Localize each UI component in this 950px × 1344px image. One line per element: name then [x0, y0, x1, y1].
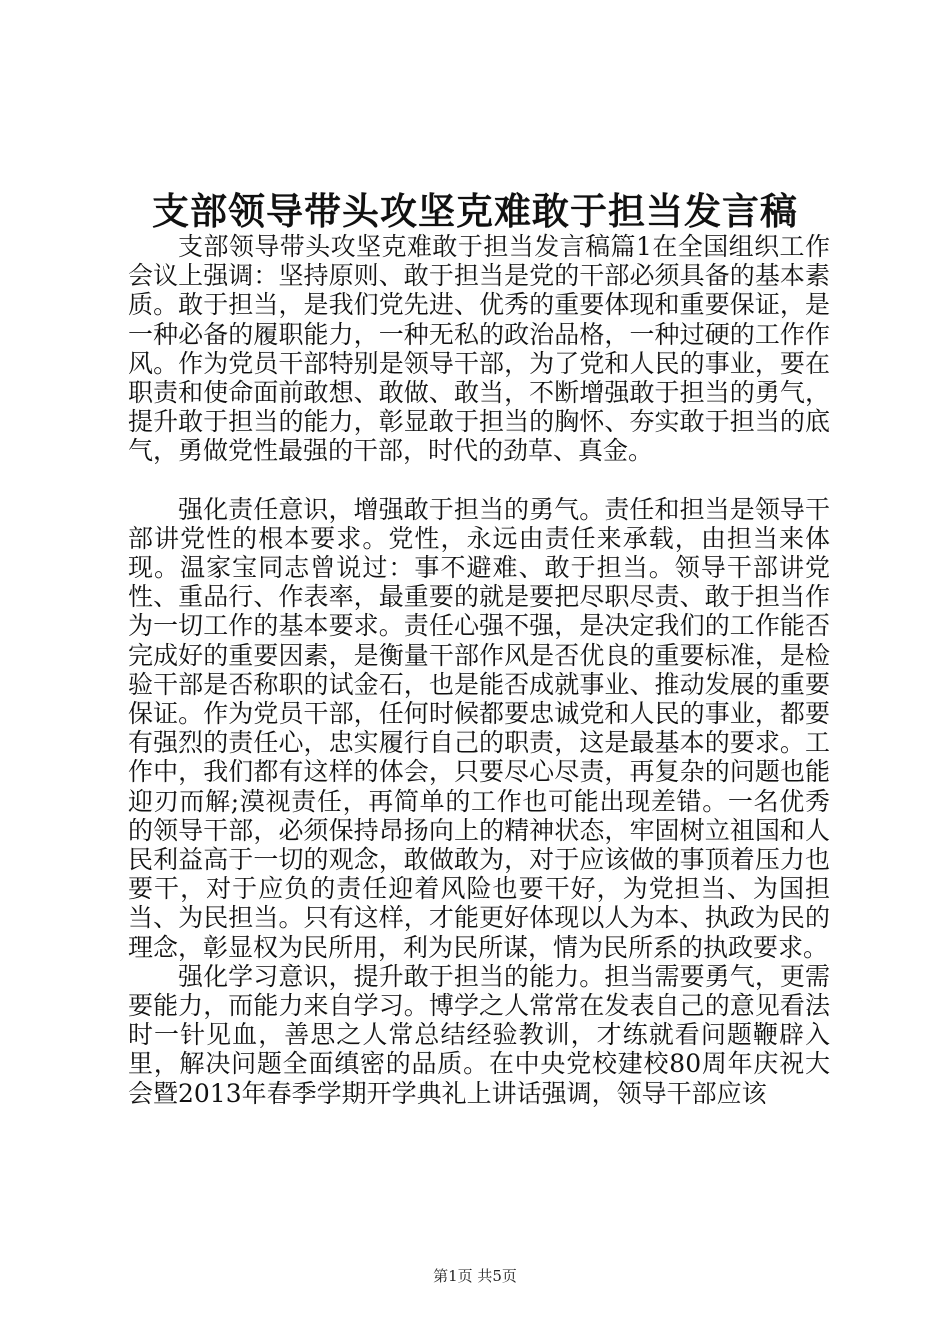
document-body — [128, 232, 830, 1108]
document-title: 支部领导带头攻坚克难敢于担当发言稿 — [152, 189, 798, 233]
paragraph-1: 支部领导带头攻坚克难敢于担当发言稿篇1在全国组织工作会议上强调：坚持原则、敢于担当是党的干部必须具备的基本素质。敢于担当，是我们党先进、优秀的重要体现和重要保证，是一种必备的履职能力，一种无私的政治品格，一种过硬的工作作风。作为党员干部特别是领导干部，为了党和人民的事业，要在职责和使命面前敢想、敢做、敢当，不断增强敢于担当的勇气，提升敢于担当的能力，彰显敢于担当的胸怀、夯实敢于担当的底气，勇做党性最强的干部，时代的劲草、真金。 — [128, 232, 830, 466]
page-footer: 第1页 共5页 — [433, 1267, 517, 1285]
paragraph-3: 强化学习意识，提升敢于担当的能力。担当需要勇气，更需要能力，而能力来自学习。博学之人常常在发表自己的意见看法时一针见血，善思之人常总结经验教训，才练就看问题鞭辟入里，解决问题全面缜密的品质。在中央党校建校80周年庆祝大会暨2013年春季学期开学典礼上讲话强调，领导干部应该 — [128, 961, 830, 1108]
paragraph-2: 强化责任意识，增强敢于担当的勇气。责任和担当是领导干部讲党性的根本要求。党性，永远由责任来承载，由担当来体现。温家宝同志曾说过：事不避难、敢于担当。领导干部讲党性、重品行、作表率，最重要的就是要把尽职尽责、敢于担当作为一切工作的基本要求。责任心强不强，是决定我们的工作能否完成好的重要因素，是衡量干部作风是否优良的重要标准，是检验干部是否称职的试金石，也是能否成就事业、推动发展的重要保证。作为党员干部，任何时候都要忠诚党和人民的事业，都要有强烈的责任心，忠实履行自己的职责，这是最基本的要求。工作中，我们都有这样的体会，只要尽心尽责，再复杂的问题也能迎刃而解;漠视责任，再简单的工作也可能出现差错。一名优秀的领导干部，必须保持昂扬向上的精神状态，牢固树立祖国和人民利益高于一切的观念，敢做敢为，对于应该做的事顶着压力也要干，对于应负的责任迎着风险也要干好，为党担当、为国担当、为民担当。只有这样，才能更好体现以人为本、执政为民的理念，彰显权为民所用，利为民所谋，情为民所系的执政要求。 — [128, 494, 830, 962]
